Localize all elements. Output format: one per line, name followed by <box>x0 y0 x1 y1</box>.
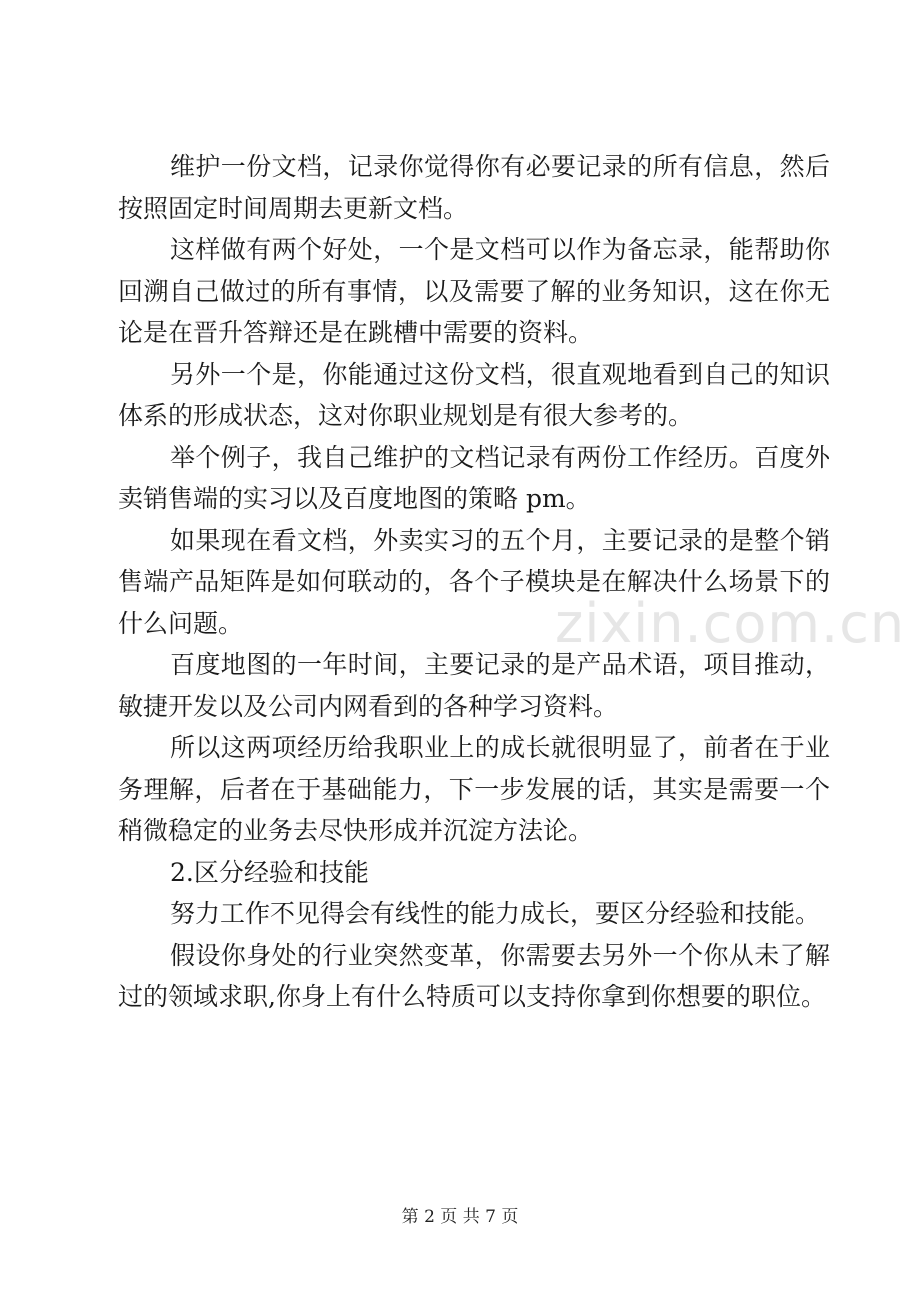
paragraph: 假设你身处的行业突然变革，你需要去另外一个你从未了解过的领域求职,你身上有什么特质可以支持你拿到你想要的职位。 <box>118 940 830 1011</box>
paragraph: 如果现在看文档，外卖实习的五个月，主要记录的是整个销售端产品矩阵是如何联动的，各个子模块是在解决什么场景下的什么问题。 <box>118 525 830 638</box>
paragraph: 另外一个是，你能通过这份文档，很直观地看到自己的知识体系的形成状态，这对你职业规划是有很大参考的。 <box>118 359 830 430</box>
document-body <box>118 146 830 1018</box>
page-footer: 第 2 页 共 7 页 <box>401 1207 519 1227</box>
section-heading: 2.区分经验和技能 <box>170 857 369 887</box>
paragraph: 所以这两项经历给我职业上的成长就很明显了，前者在于业务理解，后者在于基础能力，下一步发展的话，其实是需要一个稍微稳定的业务去尽快形成并沉淀方法论。 <box>118 733 830 845</box>
watermark: zixin.com.cn <box>555 592 906 655</box>
paragraph: 这样做有两个好处，一个是文档可以作为备忘录，能帮助你回溯自己做过的所有事情，以及需要了解的业务知识，这在你无论是在晋升答辩还是在跳槽中需要的资料。 <box>118 235 830 347</box>
paragraph: 百度地图的一年时间，主要记录的是产品术语，项目推动，敏捷开发以及公司内网看到的各种学习资料。 <box>118 650 830 721</box>
paragraph: 维护一份文档，记录你觉得你有必要记录的所有信息，然后按照固定时间周期去更新文档。 <box>118 152 830 223</box>
paragraph: 举个例子，我自己维护的文档记录有两份工作经历。百度外卖销售端的实习以及百度地图的策略 pm。 <box>118 442 830 513</box>
paragraph: 努力工作不见得会有线性的能力成长，要区分经验和技能。 <box>170 899 821 928</box>
